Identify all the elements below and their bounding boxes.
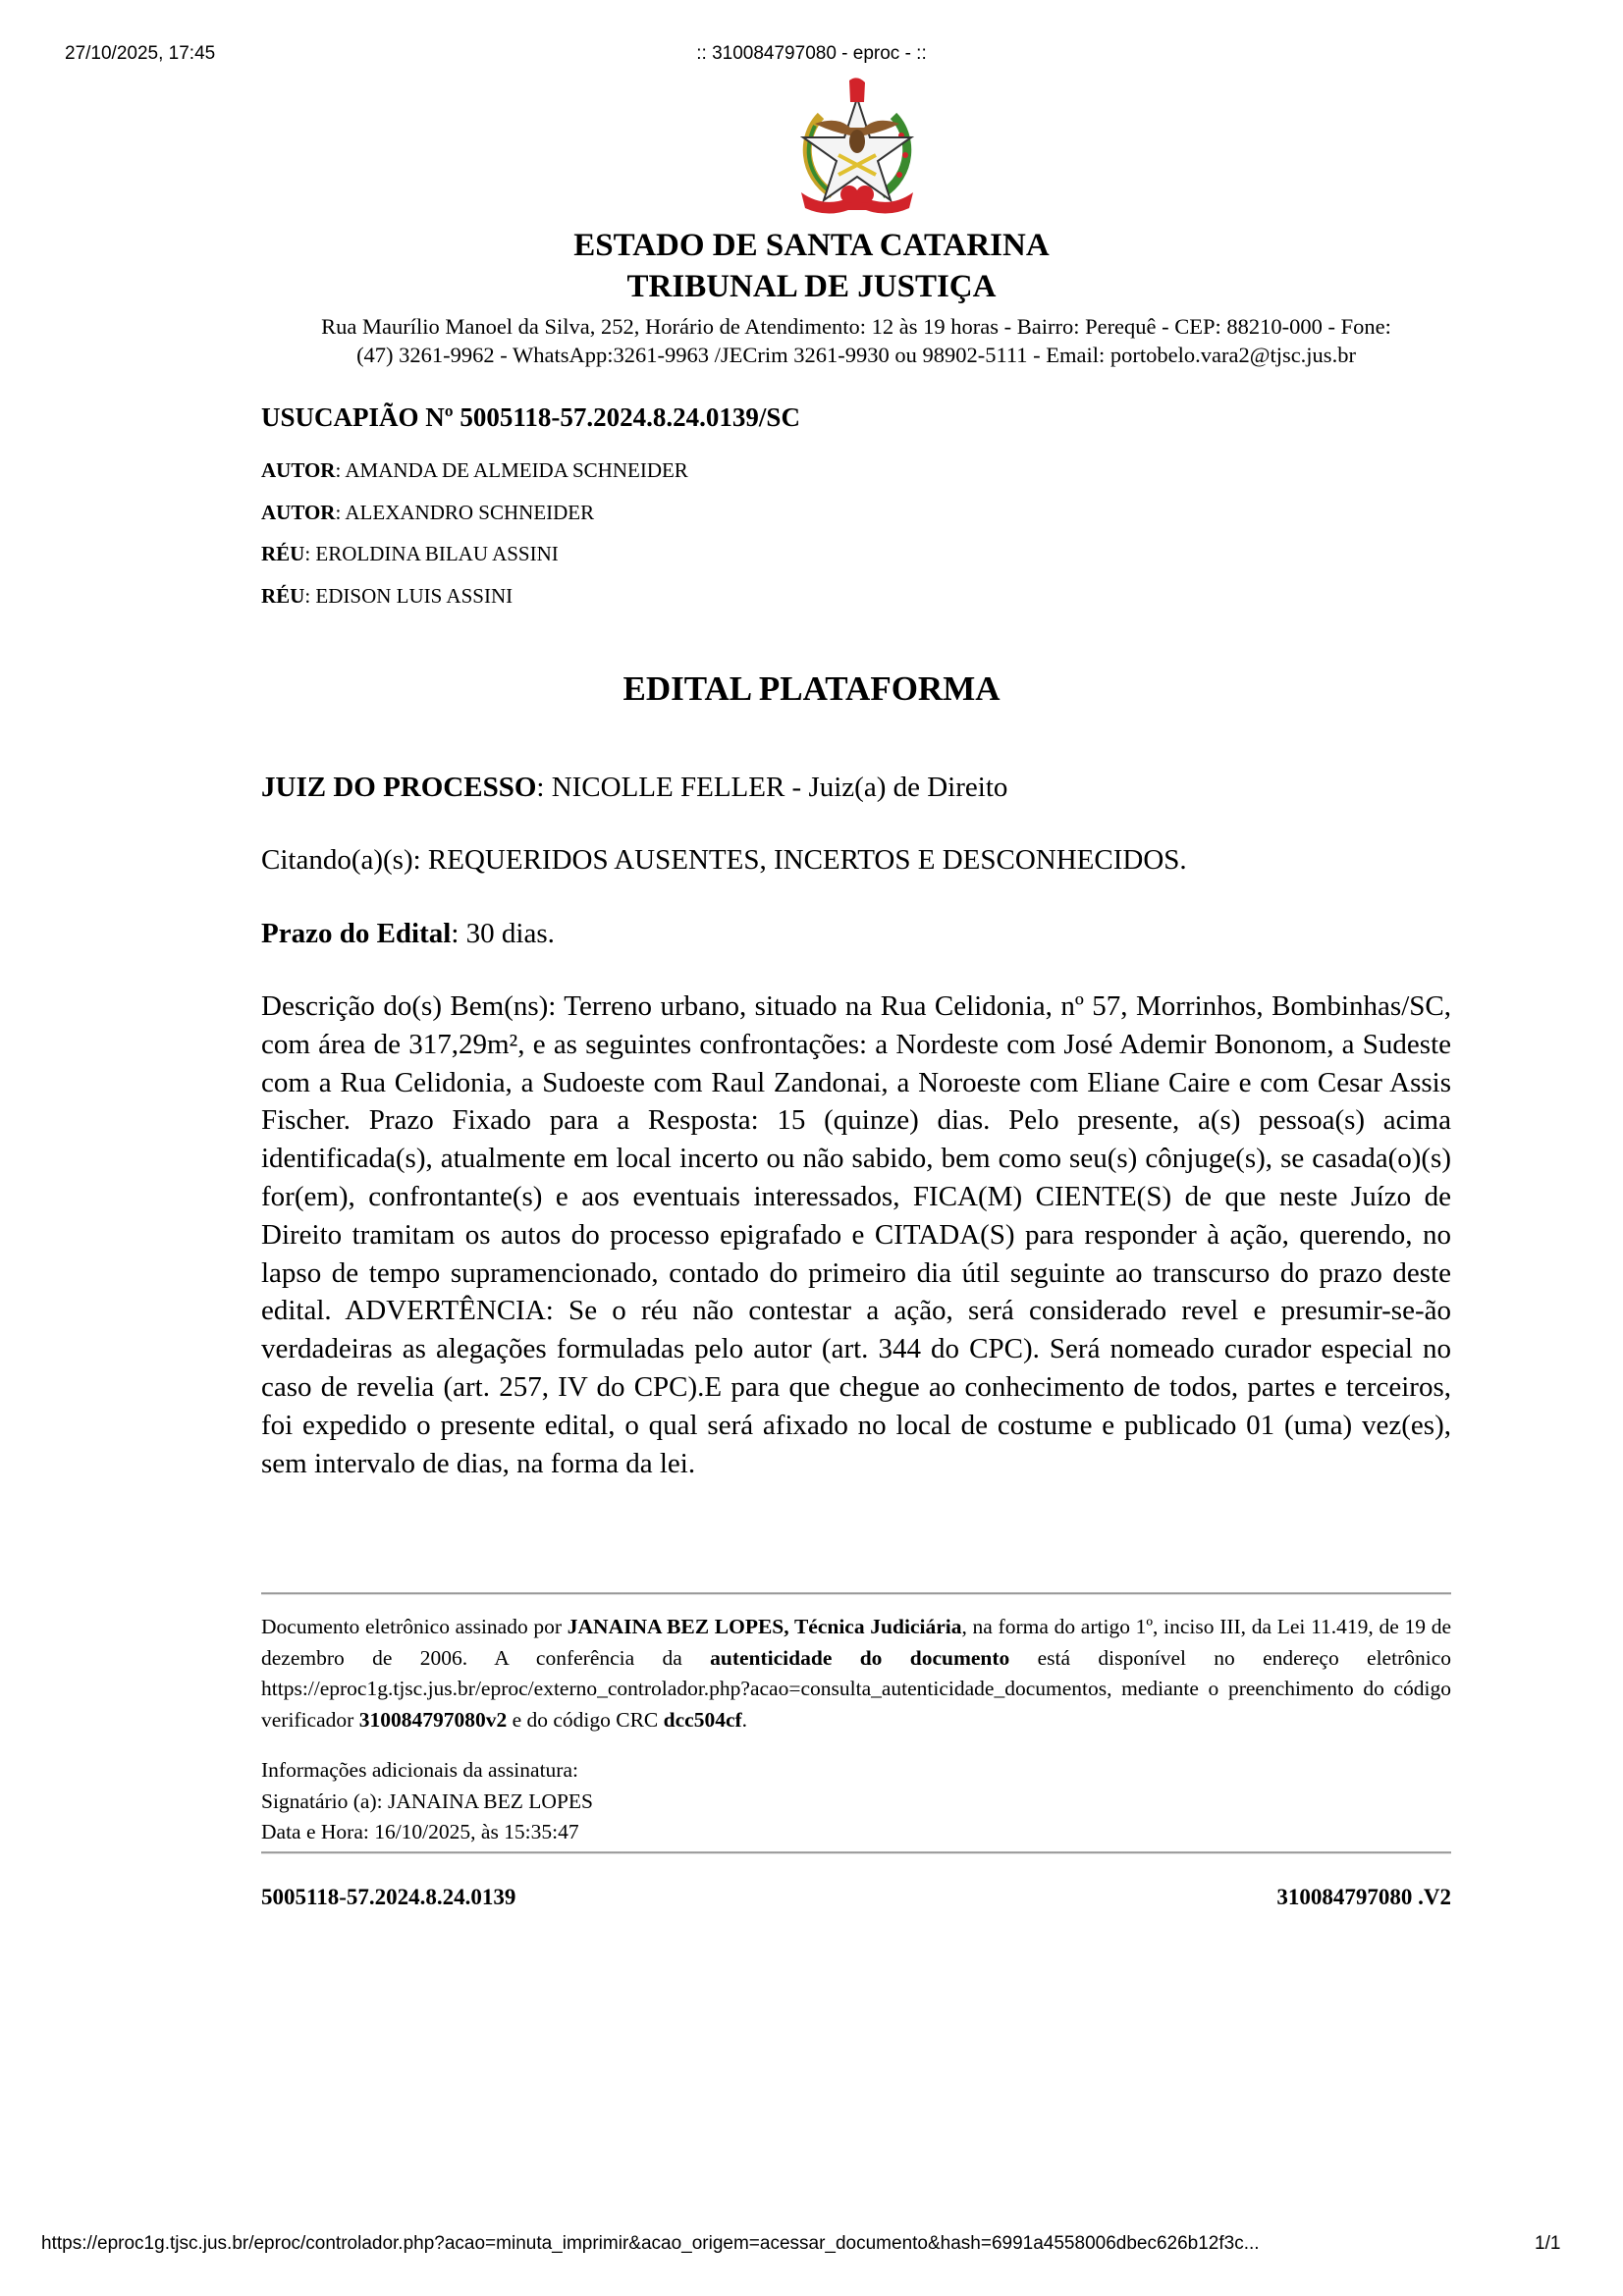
parties-list — [261, 454, 1451, 620]
court-name: TRIBUNAL DE JUSTIÇA — [626, 269, 997, 304]
party-name: : EDISON LUIS ASSINI — [304, 583, 514, 608]
process-number: 5005118-57.2024.8.24.0139 — [261, 1885, 516, 1909]
sig-text: , na forma do artigo 1º, inciso III, da Lei 11.419, de 19 de dezembro de 2006. A conferência da — [261, 1615, 1451, 1670]
party-role: AUTOR — [261, 500, 336, 524]
signatory: Signatário (a): JANAINA BEZ LOPES — [261, 1789, 593, 1813]
document-identifiers — [261, 1885, 1451, 1914]
party-name: : EROLDINA BILAU ASSINI — [304, 542, 559, 565]
signature-datetime: Data e Hora: 16/10/2025, às 15:35:47 — [261, 1820, 579, 1843]
sig-text: Documento eletrônico assinado por — [261, 1615, 568, 1638]
sig-info-title: Informações adicionais da assinatura: — [261, 1758, 578, 1782]
print-datetime: 27/10/2025, 17:45 — [65, 43, 216, 64]
party-role: RÉU — [261, 583, 305, 608]
divider — [261, 1592, 1451, 1595]
address-line-1: Rua Maurílio Manoel da Silva, 252, Horário de Atendimento: 12 às 19 horas - Bairro: Perequê - CEP: 88210-000 - Fone: — [321, 314, 1391, 339]
prazo-label: Prazo do Edital — [261, 918, 452, 949]
judge-value: : NICOLLE FELLER - Juiz(a) de Direito — [536, 772, 1008, 803]
document-version-id: 310084797080 .V2 — [1276, 1885, 1451, 1909]
print-header — [0, 43, 1623, 71]
edital-body: Descrição do(s) Bem(ns): Terreno urbano, situado na Rua Celidonia, nº 57, Morrinhos, Bombinhas/SC, com área de 317,29m², e as seguintes confrontações: a Nordeste com José Ademir Bononom, a Sudeste com a Rua Celidonia, a Sudoeste com Raul Zandonai, a Noroeste com Eliane Caire e com Cesar Assis Fischer. Prazo Fixado para a Resposta: 15 (quinze) dias. Pelo presente, a(s) pessoa(s) acima identificada(s), atualmente em local incerto ou não sabido, bem como seu(s) cônjuge(s), se casada(o)(s) for(em), confrontante(s) e aos eventuais interessados, FICA(M) CIENTE(S) de que neste Juízo de Direito tramitam os autos do processo epigrafado e CITADA(S) para responder à ação, querendo, no lapso de tempo supramencionado, contado do primeiro dia útil seguinte ao transcurso do prazo deste edital. ADVERTÊNCIA: Se o réu não contestar a ação, será considerado revel e presumir-se-ão verdadeiras as alegações formuladas pelo autor (art. 344 do CPC). Será nomeado curador especial no caso de revelia (art. 257, IV do CPC).E para que chegue ao conhecimento de todos, partes e terceiros, foi expedido o presente edital, o qual será afixado no local de costume e publicado 01 (uma) vez(es), sem intervalo de dias, na forma da lei. — [261, 990, 1451, 1479]
document-title: EDITAL PLATAFORMA — [622, 669, 1001, 708]
signature-info — [261, 1755, 1451, 1848]
prazo-line — [261, 916, 1451, 951]
case-number: USUCAPIÃO Nº 5005118-57.2024.8.24.0139/SC — [261, 402, 800, 432]
party-item — [261, 579, 1451, 621]
coat-of-arms-icon — [793, 77, 921, 224]
verification-code: 310084797080v2 — [358, 1707, 508, 1732]
address-line-2: (47) 3261-9962 - WhatsApp:3261-9963 /JECrim 3261-9930 ou 98902-5111 - Email: portobelo.vara2@tjsc.jus.br — [356, 343, 1356, 367]
sig-text: está disponível no endereço eletrônico https://eproc1g.tjsc.jus.br/eproc/externo_controlador.php?acao=consulta_autenticidade_documentos, mediante o preenchimento do código verificador — [261, 1645, 1451, 1732]
signer-name: JANAINA BEZ LOPES, Técnica Judiciária — [567, 1615, 962, 1638]
citando-line: Citando(a)(s): REQUERIDOS AUSENTES, INCERTOS E DESCONHECIDOS. — [261, 844, 1187, 876]
party-name: : ALEXANDRO SCHNEIDER — [335, 500, 595, 524]
authenticity-label: autenticidade do documento — [710, 1645, 1010, 1670]
sig-text: e do código CRC — [507, 1707, 664, 1732]
signature-block — [261, 1612, 1451, 1735]
prazo-value: : 30 dias. — [451, 918, 555, 949]
state-name: ESTADO DE SANTA CATARINA — [573, 228, 1050, 263]
party-role: RÉU — [261, 542, 305, 565]
divider — [261, 1851, 1451, 1854]
sig-text: . — [741, 1707, 748, 1732]
judge-label: JUIZ DO PROCESSO — [261, 772, 537, 803]
party-role: AUTOR — [261, 458, 336, 482]
party-item — [261, 496, 1451, 538]
print-footer — [0, 2233, 1623, 2261]
page-url: https://eproc1g.tjsc.jus.br/eproc/controlador.php?acao=minuta_imprimir&acao_origem=acessar_documento&hash=6991a4558006dbec626b12f3c... — [41, 2233, 1260, 2254]
party-name: : AMANDA DE ALMEIDA SCHNEIDER — [335, 458, 688, 482]
party-item — [261, 454, 1451, 496]
page-counter: 1/1 — [1535, 2233, 1561, 2254]
court-address — [261, 312, 1451, 369]
print-page-title: :: 310084797080 - eproc - :: — [696, 43, 927, 64]
crc-code: dcc504cf — [663, 1707, 742, 1732]
party-item — [261, 537, 1451, 579]
judge-line — [261, 770, 1451, 805]
